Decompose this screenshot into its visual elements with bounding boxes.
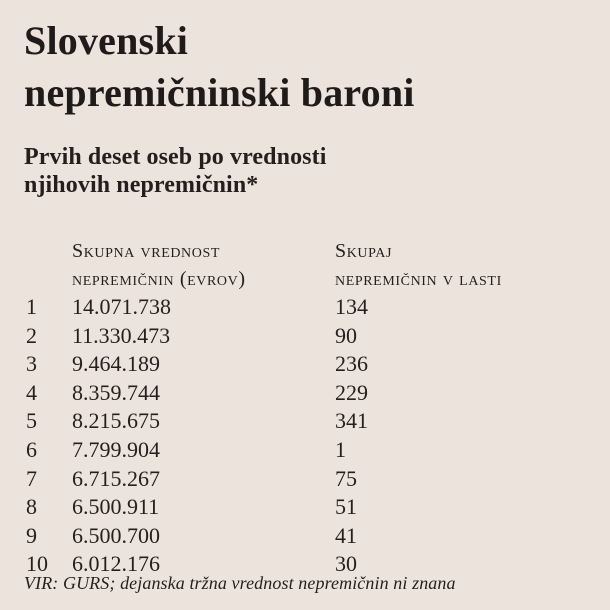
table-row xyxy=(24,322,590,351)
page-subtitle-line-2: njihovih nepremičnin* xyxy=(24,172,259,198)
count-cell: 134 xyxy=(335,294,368,319)
count-cell: 75 xyxy=(335,465,357,491)
rank-cell: 6 xyxy=(26,436,37,462)
count-column-header-line-2: nepremičnin v lasti xyxy=(335,268,502,290)
source-note: VIR: GURS; dejanska tržna vrednost nepremičnin ni znana xyxy=(24,573,456,593)
count-cell: 341 xyxy=(335,408,368,434)
table-row xyxy=(24,293,590,322)
table-row xyxy=(24,407,590,436)
page-title-line-2: nepremičninski baroni xyxy=(24,70,415,115)
table-row xyxy=(24,522,590,551)
count-cell: 1 xyxy=(335,436,346,462)
table-body xyxy=(24,293,590,579)
value-column-header xyxy=(72,237,335,293)
rank-cell: 10 xyxy=(26,551,48,577)
value-cell: 7.799.904 xyxy=(72,436,160,462)
value-cell: 6.715.267 xyxy=(72,465,160,491)
rank-cell: 5 xyxy=(26,408,37,434)
rank-cell: 3 xyxy=(26,351,37,377)
table-row xyxy=(24,493,590,522)
count-cell: 229 xyxy=(335,379,368,405)
rank-cell: 4 xyxy=(26,379,37,405)
count-cell: 236 xyxy=(335,351,368,377)
value-cell: 6.500.911 xyxy=(72,494,160,520)
table-row xyxy=(24,379,590,408)
rankings-table xyxy=(24,237,590,579)
count-cell: 51 xyxy=(335,494,357,520)
rank-cell: 9 xyxy=(26,522,37,548)
page-subtitle xyxy=(24,143,326,199)
rank-cell: 2 xyxy=(26,322,37,348)
page-subtitle-line-1: Prvih deset oseb po vrednosti xyxy=(24,144,327,170)
value-column-header-line-2: nepremičnin (evrov) xyxy=(72,268,246,290)
value-cell: 9.464.189 xyxy=(72,351,160,377)
table-row xyxy=(24,436,590,465)
value-cell: 8.359.744 xyxy=(72,379,160,405)
value-column-header-line-1: Skupna vrednost xyxy=(72,240,221,262)
page-title-line-1: Slovenski xyxy=(24,18,189,63)
value-cell: 6.012.176 xyxy=(72,551,160,577)
count-column-header xyxy=(335,237,590,293)
table-row xyxy=(24,350,590,379)
count-cell: 41 xyxy=(335,522,357,548)
value-cell: 6.500.700 xyxy=(72,522,160,548)
count-column-header-line-1: Skupaj xyxy=(335,240,393,262)
table-row xyxy=(24,465,590,494)
value-cell: 14.071.738 xyxy=(72,294,171,319)
rank-cell: 7 xyxy=(26,465,37,491)
count-cell: 30 xyxy=(335,551,357,577)
rank-cell: 1 xyxy=(26,294,37,319)
count-cell: 90 xyxy=(335,322,357,348)
value-cell: 11.330.473 xyxy=(72,322,171,348)
rank-cell: 8 xyxy=(26,494,37,520)
page-title xyxy=(24,15,415,119)
table-header-row xyxy=(24,237,590,293)
value-cell: 8.215.675 xyxy=(72,408,160,434)
